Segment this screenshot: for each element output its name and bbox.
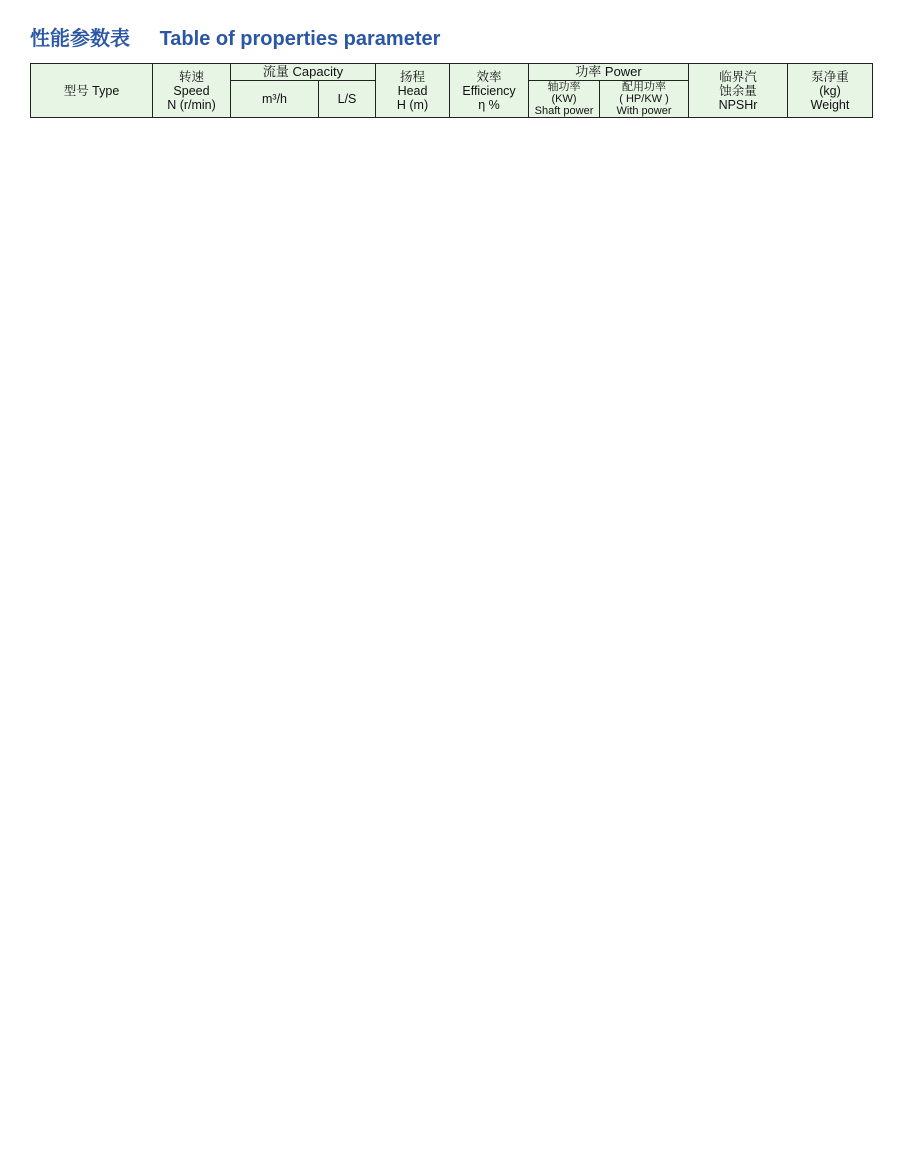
header-shaft-power: 轴功率 (KW) Shaft power bbox=[529, 81, 600, 118]
properties-table bbox=[30, 63, 873, 118]
header-speed: 转速 Speed N (r/min) bbox=[153, 64, 231, 118]
header-weight: 泵净重 (kg) Weight bbox=[788, 64, 873, 118]
header-npshr: 临界汽 蚀余量 NPSHr bbox=[689, 64, 788, 118]
header-capacity-m3h: m³/h bbox=[231, 81, 319, 118]
header-capacity: 流量 Capacity bbox=[231, 64, 376, 81]
header-with-power: 配用功率 ( HP/KW ) With power bbox=[600, 81, 689, 118]
table-header bbox=[31, 64, 873, 118]
header-capacity-ls: L/S bbox=[319, 81, 376, 118]
header-model: 型号 Type bbox=[31, 64, 153, 118]
page-title bbox=[30, 22, 440, 51]
header-head: 扬程 Head H (m) bbox=[376, 64, 450, 118]
header-efficiency: 效率 Efficiency η % bbox=[450, 64, 529, 118]
title-zh: 性能参数表 bbox=[30, 28, 130, 50]
title-en: Table of properties parameter bbox=[159, 28, 441, 50]
header-power: 功率 Power bbox=[529, 64, 689, 81]
